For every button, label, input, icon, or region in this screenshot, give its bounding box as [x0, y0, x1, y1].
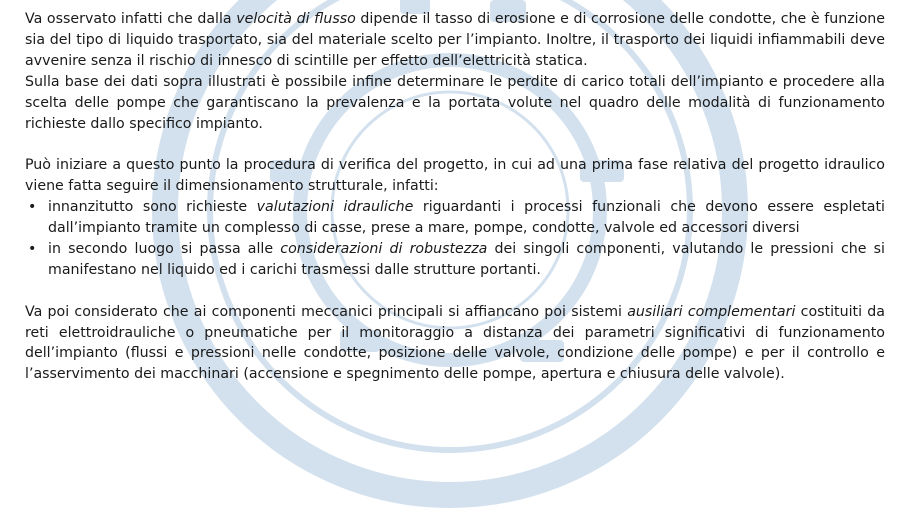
paragraph-auxiliary-text-2: costituiti da reti elettroidrauliche o pneumatiche per il monitoraggio a distanza dei parametri significativi di funzionamento dell’impianto (flussi e pressioni nelle condotte, posizione delle valvole, condizione delle pompe) e per il controllo e l’asservimento dei macchinari (accensione e spegnimento delle pompe, apertura e chiusura delle valvole).: [25, 303, 885, 383]
paragraph-velocity-text-2: dipende il tasso di erosione e di corrosione delle condotte, che è funzione sia del tipo di liquido trasportato, sia del materiale scelto per l’impianto. Inoltre, il trasporto dei liquidi infiammabili deve avvenire senza il rischio di innesco di scintille per effetto dell’elettricità statica.: [25, 11, 885, 69]
bullet-item-hydraulic-emphasis: valutazioni idrauliche: [256, 199, 414, 216]
bullet-item-hydraulic: [25, 197, 885, 239]
paragraph-velocity-emphasis: velocità di flusso: [236, 11, 356, 27]
bullet-item-robustness-emphasis: considerazioni di robustezza: [280, 240, 488, 257]
bullet-item-robustness-text-2: dei singoli componenti, valutando le pressioni che si manifestano nel liquido ed i carichi trasmessi dalle strutture portanti.: [48, 240, 885, 278]
bullet-icon: •: [28, 240, 37, 257]
paragraph-verification: Può iniziare a questo punto la procedura di verifica del progetto, in cui ad una prima fase relativa del progetto idraulico viene fatta seguire il dimensionamento strutturale, infatti:: [25, 157, 885, 195]
bullet-item-robustness-text-1: in secondo luogo si passa alle: [48, 240, 281, 257]
paragraph-velocity: [25, 9, 885, 72]
bullet-icon: •: [28, 199, 37, 216]
paragraph-auxiliary-emphasis: ausiliari complementari: [627, 303, 796, 320]
bullet-item-hydraulic-text-1: innanzitutto sono richieste: [48, 199, 257, 216]
bullet-item-robustness: [25, 239, 885, 281]
paragraph-auxiliary-systems: [25, 302, 885, 386]
bullet-item-hydraulic-text-2: riguardanti i processi funzionali che devono essere espletati dall’impianto tramite un complesso di casse, prese a mare, pompe, condotte, valvole ed accessori diversi: [48, 199, 885, 237]
paragraph-gap: [25, 134, 885, 155]
paragraph-auxiliary-text-1: Va poi considerato che ai componenti meccanici principali si affiancano poi sistemi: [25, 303, 628, 320]
paragraph-gap: [25, 281, 885, 302]
paragraph-velocity-text-1: Va osservato infatti che dalla: [25, 11, 237, 27]
bullet-list: [25, 197, 885, 281]
paragraph-pressure-losses: Sulla base dei dati sopra illustrati è possibile infine determinare le perdite di carico totali dell’impianto e procedere alla scelta delle pompe che garantiscano la prevalenza e la portata volute nel quadro delle modalità di funzionamento richieste dallo specifico impianto.: [25, 73, 885, 132]
